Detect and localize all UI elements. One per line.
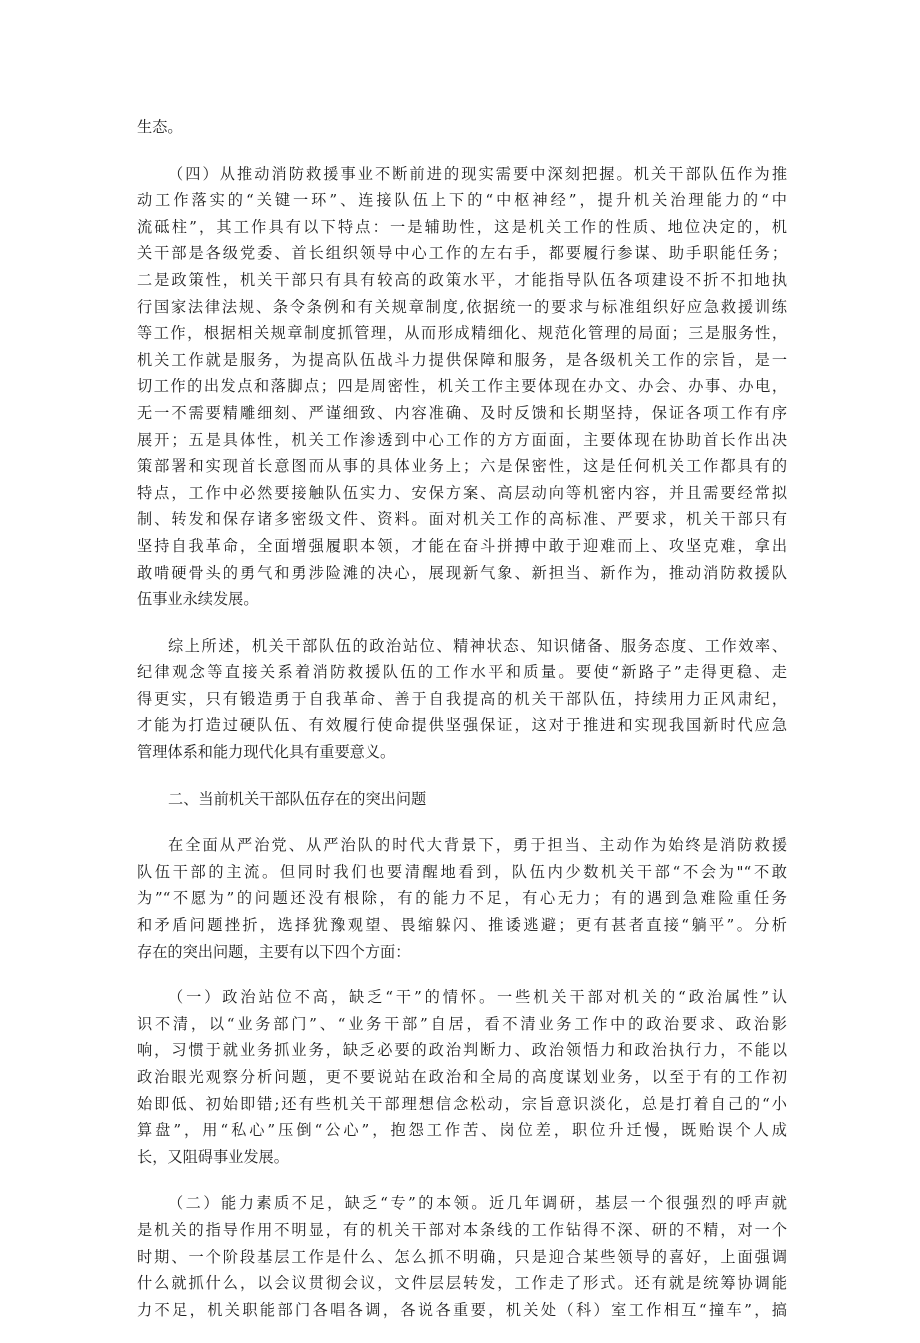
text-line: 生态。	[137, 118, 183, 136]
text-line: 二是政策性，机关干部只有具有较高的政策水平，才能指导队伍各项建设不折不扣地执	[137, 270, 787, 289]
text-line: 得更实，只有锻造勇于自我革命、善于自我提高的机关干部队伍，持续用力正风肃纪，	[137, 689, 787, 708]
text-line: 在全面从严治党、从严治队的时代大背景下，勇于担当、主动作为始终是消防救援	[168, 836, 787, 855]
text-line: 综上所述，机关干部队伍的政治站位、精神状态、知识储备、服务态度、工作效率、	[168, 636, 787, 655]
text-line: 无一不需要精雕细刻、严谨细致、内容准确、及时反馈和长期坚持，保证各项工作有序	[137, 403, 787, 422]
text-line: 为”“不愿为”的问题还没有根除，有的能力不足，有心无力；有的遇到急难险重任务	[137, 889, 787, 908]
text-line: 和矛盾问题挫折，选择犹豫观望、畏缩躲闪、推诿逃避；更有甚者直接“躺平”。分析	[137, 916, 787, 935]
text-line: 时期、一个阶段基层工作是什么、怎么抓不明确，只是迎合某些领导的喜好，上面强调	[137, 1247, 787, 1266]
text-line: 伍事业永续发展。	[137, 590, 259, 609]
text-line: 敢啃硬骨头的勇气和勇涉险滩的决心，展现新气象、新担当、新作为，推动消防救援队	[137, 563, 787, 582]
text-line: 动工作落实的“关键一环”、连接队伍上下的“中枢神经”，提升机关治理能力的“中	[137, 191, 787, 210]
paragraph-problem-2	[137, 1190, 787, 1323]
text-line: 存在的突出问题，主要有以下四个方面：	[137, 942, 411, 961]
paragraph-summary	[137, 633, 787, 766]
text-line: 始即低、初始即错;还有些机关干部理想信念松动，宗旨意识淡化，总是打着自己的“小	[137, 1094, 787, 1113]
text-line: （一）政治站位不高，缺乏“干”的情怀。一些机关干部对机关的“政治属性”认	[168, 988, 787, 1007]
text-line: 机关工作就是服务，为提高队伍战斗力提供保障和服务，是各级机关工作的宗旨，是一	[137, 350, 787, 369]
text-line: 二、当前机关干部队伍存在的突出问题	[168, 789, 427, 808]
document-body	[137, 114, 787, 1343]
text-line: 才能为打造过硬队伍、有效履行使命提供坚强保证，这对于推进和实现我国新时代应急	[137, 716, 787, 735]
heading-problems	[137, 786, 787, 813]
paragraph-ecology-tail	[137, 114, 787, 141]
text-line: 是机关的指导作用不明显，有的机关干部对本条线的工作钻得不深、研的不精，对一个	[137, 1220, 787, 1239]
text-line: 纪律观念等直接关系着消防救援队伍的工作水平和质量。要使“新路子”走得更稳、走	[137, 663, 787, 682]
text-line: 展开；五是具体性，机关工作渗透到中心工作的方方面面，主要体现在协助首长作出决	[137, 430, 787, 449]
paragraph-section-4	[137, 161, 787, 613]
text-line: 坚持自我革命，全面增强履职本领，才能在奋斗拼搏中敢于迎难而上、攻坚克难，拿出	[137, 536, 787, 555]
paragraph-problems-intro	[137, 832, 787, 965]
text-line: 什么就抓什么，以会议贯彻会议，文件层层转发，工作走了形式。还有就是统筹协调能	[137, 1274, 787, 1293]
text-line: 算盘”，用“私心”压倒“公心”，抱怨工作苦、岗位差，职位升迁慢，既贻误个人成	[137, 1121, 787, 1140]
text-line: 关干部是各级党委、首长组织领导中心工作的左右手，都要履行参谋、助手职能任务；	[137, 244, 787, 263]
text-line: 响，习惯于就业务抓业务，缺乏必要的政治判断力、政治领悟力和政治执行力，不能以	[137, 1041, 787, 1060]
text-line: 制、转发和保存诸多密级文件、资料。面对机关工作的高标准、严要求，机关干部只有	[137, 510, 787, 529]
text-line: 政治眼光观察分析问题，更不要说站在政治和全局的高度谋划业务，以至于有的工作初	[137, 1068, 787, 1086]
text-line: 流砥柱”，其工作具有以下特点：一是辅助性，这是机关工作的性质、地位决定的，机	[137, 217, 787, 236]
text-line: 长，又阻碍事业发展。	[137, 1147, 289, 1166]
text-line: 特点，工作中必然要接触队伍实力、安保方案、高层动向等机密内容，并且需要经常拟	[137, 483, 787, 502]
text-line: 管理体系和能力现代化具有重要意义。	[137, 743, 396, 762]
text-line: （二）能力素质不足，缺乏“专”的本领。近几年调研，基层一个很强烈的呼声就	[168, 1194, 787, 1213]
text-line: 行国家法律法规、条令条例和有关规章制度,依据统一的要求与标准组织好应急救援训练	[137, 297, 787, 316]
text-line: 队伍干部的主流。但同时我们也要清醒地看到，队伍内少数机关干部“不会为"“不敢	[137, 862, 787, 881]
text-line: （四）从推动消防救援事业不断前进的现实需要中深刻把握。机关干部队伍作为推	[168, 164, 787, 183]
text-line: 切工作的出发点和落脚点；四是周密性，机关工作主要体现在办文、办会、办事、办电，	[137, 377, 787, 396]
paragraph-problem-1	[137, 984, 787, 1170]
text-line: 识不清，以“业务部门”、“业务干部”自居，看不清业务工作中的政治要求、政治影	[137, 1014, 787, 1033]
text-line: 等工作，根据相关规章制度抓管理，从而形成精细化、规范化管理的局面；三是服务性，	[137, 324, 787, 343]
text-line: 力不足，机关职能部门各唱各调，各说各重要，机关处（科）室工作相互“撞车”，搞	[137, 1300, 787, 1319]
text-line: 策部署和实现首长意图而从事的具体业务上；六是保密性，这是任何机关工作都具有的	[137, 457, 787, 476]
